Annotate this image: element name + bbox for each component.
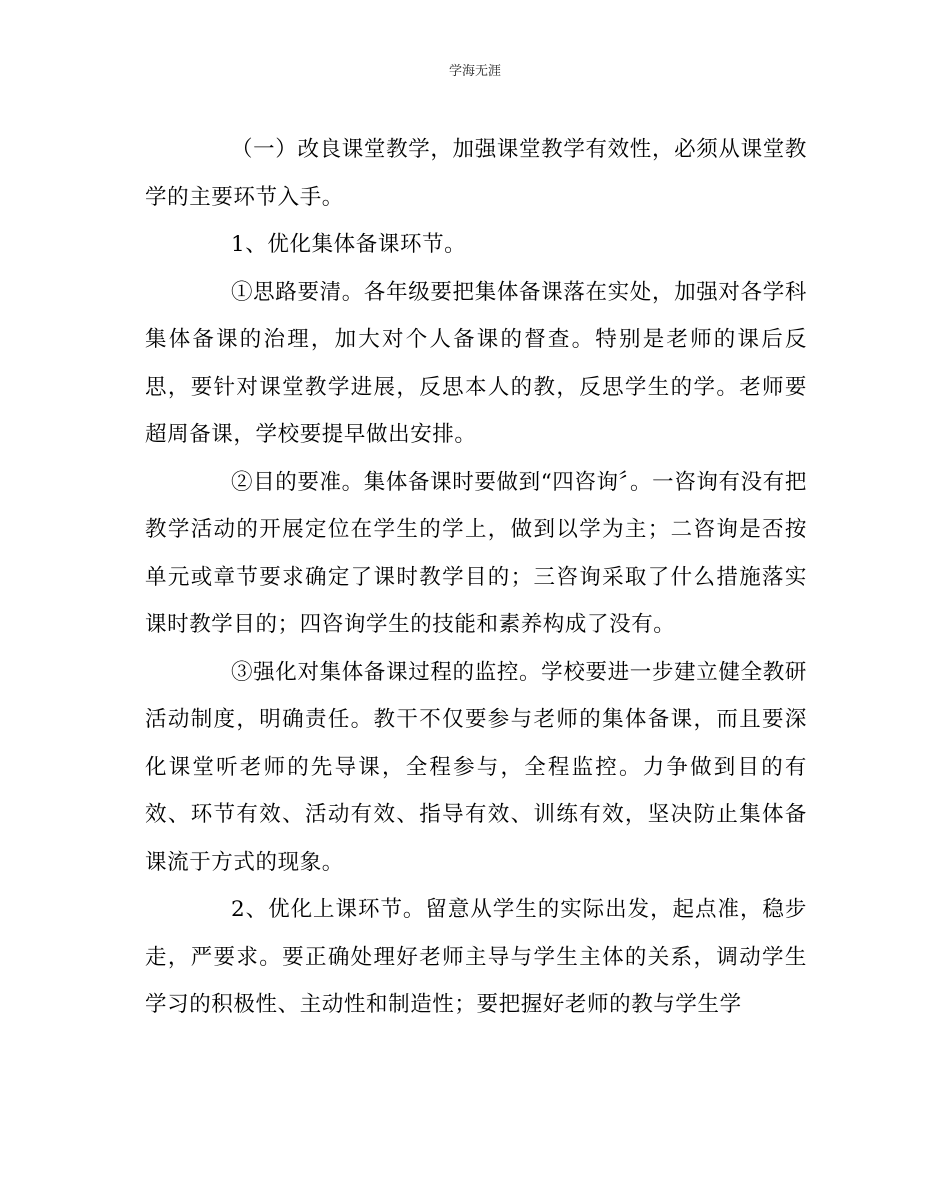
paragraph-intro: （一）改良课堂教学，加强课堂教学有效性，必须从课堂教学的主要环节入手。 [145, 137, 807, 210]
document-body [145, 126, 807, 1029]
paragraph-item-2: ②目的要准。集体备课时要做到“四咨询〞。一咨询有没有把教学活动的开展定位在学生的学上，做到以学为主；二咨询是否按单元或章节要求确定了课时教学目的；三咨询采取了什么措施落实课时教学目的；四咨询学生的技能和素养构成了没有。 [145, 469, 807, 637]
paragraph-heading-2: 2、优化上课环节。留意从学生的实际出发，起点准，稳步走，严要求。要正确处理好老师主导与学生主体的关系，调动学生学习的积极性、主动性和制造性；要把握好老师的教与学生学 [145, 897, 807, 1017]
paragraph-heading-1: 1、优化集体备课环节。 [231, 232, 467, 257]
page-header: 学海无涯 [448, 64, 501, 79]
paragraph-item-1: ①思路要清。各年级要把集体备课落在实处，加强对各学科集体备课的治理，加大对个人备课的督查。特别是老师的课后反思，要针对课堂教学进展，反思本人的教，反思学生的学。老师要超周备课，学校要提早做出安排。 [145, 279, 807, 447]
paragraph-item-3: ③强化对集体备课过程的监控。学校要进一步建立健全教研活动制度，明确责任。教干不仅要参与老师的集体备课，而且要深化课堂听老师的先导课，全程参与，全程监控。力争做到目的有效、环节有效、活动有效、指导有效、训练有效，坚决防止集体备课流于方式的现象。 [145, 659, 807, 875]
